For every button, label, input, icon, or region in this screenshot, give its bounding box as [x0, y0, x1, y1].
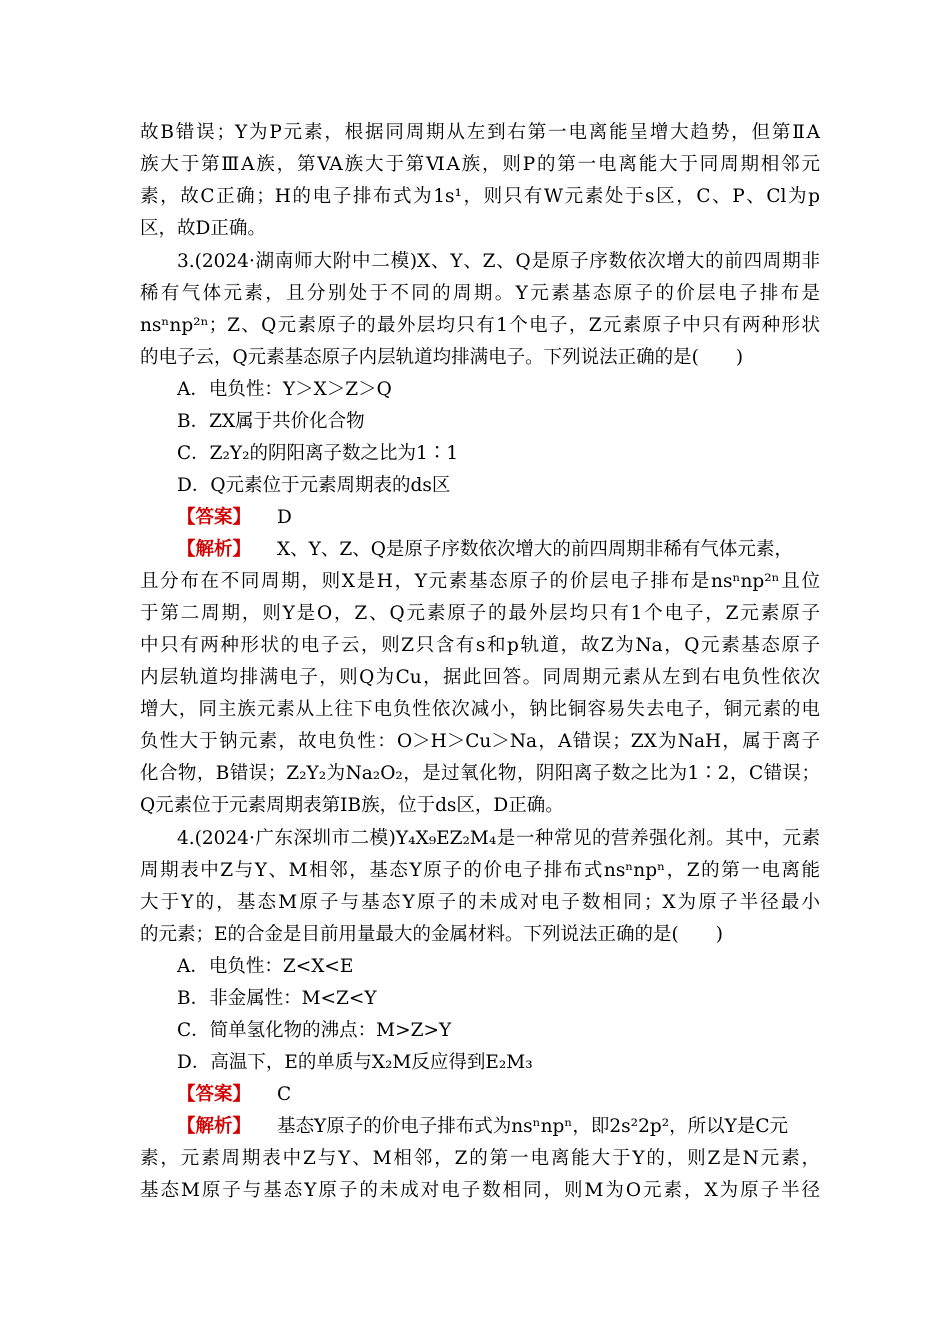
text-line: 族大于第ⅢA族，第VA族大于第ⅥA族，则P的第一电离能大于同周期相邻元 — [140, 154, 820, 175]
question-4-option-b: B．非金属性：M<Z<Y — [177, 988, 377, 1009]
question-3-stem: 的电子云，Q元素基态原子内层轨道均排满电子。下列说法正确的是( ) — [140, 347, 744, 368]
question-3-stem: nsⁿnp²ⁿ；Z、Q元素原子的最外层均只有1个电子，Z元素原子中只有两种形状 — [140, 315, 820, 336]
answer-label: 【答案】 — [177, 1084, 252, 1105]
question-4-stem: 周期表中Z与Y、M相邻，基态Y原子的价电子排布式nsⁿnpⁿ，Z的第一电离能 — [140, 860, 820, 881]
question-3-option-a: A．电负性：Y＞X＞Z＞Q — [177, 379, 392, 400]
analysis-line: 且分布在不同周期，则X是H，Y元素基态原子的价层电子排布是nsⁿnp²ⁿ且位 — [140, 571, 820, 592]
analysis-line: 基态M原子与基态Y原子的未成对电子数相同，则M为O元素，X为原子半径 — [140, 1180, 820, 1201]
analysis-label: 【解析】 — [177, 1116, 252, 1137]
analysis-line: 化合物，B错误；Z₂Y₂为Na₂O₂，是过氧化物，阴阳离子数之比为1∶2，C错误； — [140, 763, 820, 784]
text-line: 故B错误；Y为P元素，根据同周期从左到右第一电离能呈增大趋势，但第ⅡA — [140, 122, 820, 143]
analysis-line: 内层轨道均排满电子，则Q为Cu，据此回答。同周期元素从左到右电负性依次 — [140, 667, 820, 688]
question-4-option-c: C．简单氢化物的沸点：M>Z>Y — [177, 1020, 452, 1041]
question-4-option-a: A．电负性：Z<X<E — [177, 956, 354, 977]
question-3-stem: 3.(2024·湖南师大附中二模)X、Y、Z、Q是原子序数依次增大的前四周期非 — [177, 251, 820, 272]
analysis-line: 增大，同主族元素从上往下电负性依次减小，钠比铜容易失去电子，铜元素的电 — [140, 699, 820, 720]
analysis-line: 负性大于钠元素，故电负性：O＞H＞Cu＞Na，A错误；ZX为NaH，属于离子 — [140, 731, 820, 752]
text-line: 素，故C正确；H的电子排布式为1s¹，则只有W元素处于s区，C、P、Cl为p — [140, 186, 820, 207]
analysis-text: 基态Y原子的价电子排布式为nsⁿnpⁿ，即2s²2p²，所以Y是C元 — [277, 1116, 788, 1137]
question-4-answer — [177, 1083, 820, 1107]
analysis-line: Q元素位于元素周期表第ⅠB族，位于ds区，D正确。 — [140, 795, 564, 816]
analysis-text: X、Y、Z、Q是原子序数依次增大的前四周期非稀有气体元素， — [277, 539, 793, 560]
question-4-analysis-head — [177, 1115, 820, 1139]
question-3-option-d: D．Q元素位于元素周期表的ds区 — [177, 475, 451, 496]
question-4-option-d: D．高温下，E的单质与X₂M反应得到E₂M₃ — [177, 1052, 533, 1073]
question-4-stem: 的元素；E的合金是目前用量最大的金属材料。下列说法正确的是( ) — [140, 924, 723, 945]
question-4-stem: 大于Y的，基态M原子与基态Y原子的未成对电子数相同；X为原子半径最小 — [140, 892, 820, 913]
answer-label: 【答案】 — [177, 507, 252, 528]
text-line: 区，故D正确。 — [140, 218, 266, 239]
analysis-label: 【解析】 — [177, 539, 252, 560]
analysis-line: 于第二周期，则Y是O，Z、Q元素原子的最外层均只有1个电子，Z元素原子 — [140, 603, 820, 624]
question-3-option-c: C．Z₂Y₂的阴阳离子数之比为1∶1 — [177, 443, 459, 464]
analysis-line: 中只有两种形状的电子云，则Z只含有s和p轨道，故Z为Na，Q元素基态原子 — [140, 635, 820, 656]
question-3-option-b: B．ZX属于共价化合物 — [177, 411, 365, 432]
answer-value: D — [277, 507, 292, 528]
question-3-analysis-head — [177, 538, 820, 562]
question-3-answer — [177, 506, 820, 530]
answer-value: C — [277, 1084, 292, 1105]
question-3-stem: 稀有气体元素，且分别处于不同的周期。Y元素基态原子的价层电子排布是 — [140, 283, 820, 304]
analysis-line: 素，元素周期表中Z与Y、M相邻，Z的第一电离能大于Y的，则Z是N元素， — [140, 1148, 820, 1169]
question-4-stem: 4.(2024·广东深圳市二模)Y₄X₉EZ₂M₄是一种常见的营养强化剂。其中，元素 — [177, 828, 820, 849]
